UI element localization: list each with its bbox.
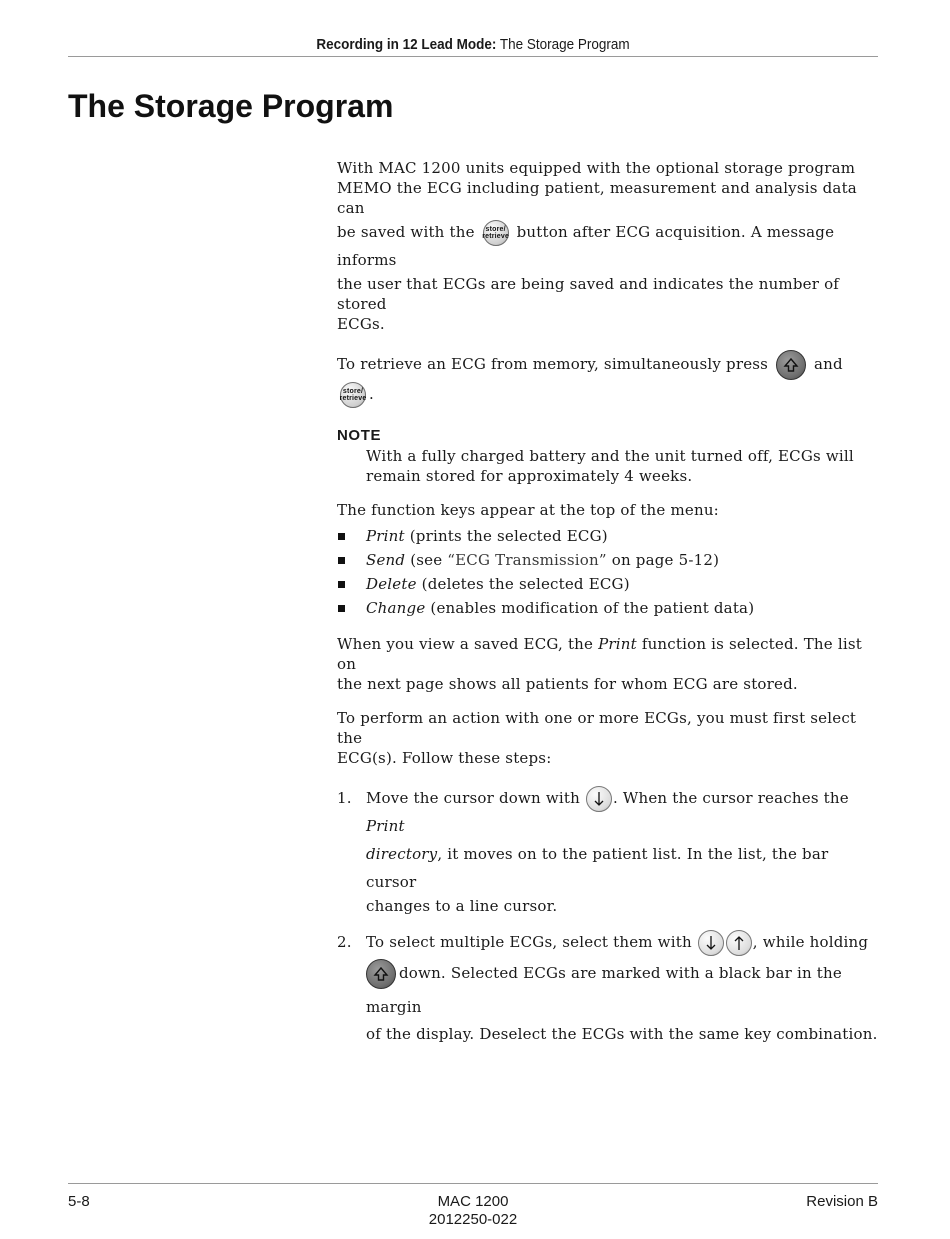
- list-item: [337, 572, 878, 596]
- list-item: [337, 548, 878, 572]
- document-number: 2012250-022: [428, 1211, 518, 1228]
- list-item: [337, 596, 878, 620]
- page-title: The Storage Program: [68, 88, 394, 124]
- retrieve-label: retrieve: [339, 395, 367, 402]
- header-section-label: Recording in 12 Lead Mode:: [316, 36, 497, 53]
- header-rule: [68, 56, 878, 57]
- paragraph-view-saved: [337, 634, 878, 694]
- text-emphasis: directory: [366, 845, 438, 863]
- text-line: , while holding: [752, 933, 869, 951]
- down-arrow-icon: [698, 930, 724, 956]
- footer-rule: [68, 1183, 878, 1184]
- paragraph-select-ecgs: [337, 708, 878, 768]
- text-line: button after ECG acquisition. A message informs: [337, 223, 835, 269]
- text-line: To retrieve an ECG from memory, simultaneously press: [337, 355, 769, 373]
- steps-list: [337, 784, 878, 1044]
- up-arrow-icon: [726, 930, 752, 956]
- text-line: . When the cursor reaches the: [612, 789, 849, 807]
- bullet-icon: [338, 605, 345, 612]
- retrieve-label: retrieve: [482, 233, 510, 240]
- running-header: [109, 36, 838, 53]
- product-name: MAC 1200: [437, 1193, 509, 1210]
- function-keys-list: [337, 524, 878, 620]
- revision: Revision B: [806, 1193, 878, 1210]
- function-key-name: Print: [366, 527, 405, 545]
- text-and: and: [814, 355, 843, 373]
- page-footer: [68, 1193, 878, 1233]
- text-line: With MAC 1200 units equipped with the optional storage program: [337, 159, 856, 177]
- step-item: [337, 784, 878, 916]
- paragraph-retrieve: [337, 350, 878, 408]
- text-line: of the display. Deselect the ECGs with the same key combination.: [366, 1025, 878, 1043]
- paragraph-storage-intro: [337, 158, 878, 334]
- text-line: function is selected. The list on: [337, 635, 862, 673]
- bullet-icon: [338, 533, 345, 540]
- function-key-desc: (enables modification of the patient data): [430, 599, 755, 617]
- step-number: 2.: [337, 933, 352, 951]
- text-line: With a fully charged battery and the unit turned off, ECGs will: [366, 447, 854, 465]
- text-period: .: [369, 385, 374, 403]
- body-text: [337, 158, 878, 1044]
- text-line: ECG(s). Follow these steps:: [337, 749, 552, 767]
- text-line: down. Selected ECGs are marked with a black bar in the margin: [366, 964, 842, 1016]
- function-key-name: Send: [366, 551, 406, 569]
- function-key-name: Change: [366, 599, 426, 617]
- note-label: NOTE: [337, 427, 382, 444]
- text-line: changes to a line cursor.: [366, 897, 558, 915]
- down-arrow-icon: [586, 786, 612, 812]
- text-line: To perform an action with one or more ECGs, you must first select the: [337, 709, 857, 747]
- text-line: the next page shows all patients for whom ECG are stored.: [337, 675, 798, 693]
- text-line: remain stored for approximately 4 weeks.: [366, 467, 693, 485]
- store-label: store/: [485, 226, 506, 233]
- footer-center: [68, 1193, 878, 1229]
- text-line: ECGs.: [337, 315, 385, 333]
- text-emphasis: Print: [598, 635, 637, 653]
- text-line: , it moves on to the patient list. In the list, the bar cursor: [366, 845, 829, 891]
- shift-up-arrow-icon: [776, 350, 806, 380]
- cross-reference-link[interactable]: “ECG Transmission”: [447, 551, 607, 569]
- bullet-icon: [338, 581, 345, 588]
- function-key-desc: (prints the selected ECG): [409, 527, 608, 545]
- bullet-icon: [338, 557, 345, 564]
- store-label: store/: [342, 388, 364, 395]
- text-line: the user that ECGs are being saved and indicates the number of stored: [337, 275, 840, 313]
- shift-up-arrow-icon: [366, 959, 396, 989]
- function-keys-intro: The function keys appear at the top of the menu:: [337, 501, 719, 519]
- list-item: [337, 524, 878, 548]
- text-line: To select multiple ECGs, select them with: [366, 933, 692, 951]
- store-retrieve-icon: [340, 382, 366, 408]
- note-text: [337, 446, 878, 486]
- function-key-name: Delete: [366, 575, 417, 593]
- function-key-desc: on page 5-12): [606, 551, 720, 569]
- text-line: MEMO the ECG including patient, measurement and analysis data can: [337, 179, 857, 217]
- page-number: 5-8: [68, 1193, 90, 1210]
- function-key-desc: (see: [410, 551, 448, 569]
- text-emphasis: Print: [366, 817, 405, 835]
- header-section-title: The Storage Program: [499, 36, 630, 53]
- function-key-desc: (deletes the selected ECG): [421, 575, 630, 593]
- step-number: 1.: [337, 789, 352, 807]
- text-line: When you view a saved ECG, the: [337, 635, 594, 653]
- text-line: be saved with the: [337, 223, 475, 241]
- text-line: Move the cursor down with: [366, 789, 580, 807]
- step-item: [337, 928, 878, 1044]
- store-retrieve-icon: [483, 220, 509, 246]
